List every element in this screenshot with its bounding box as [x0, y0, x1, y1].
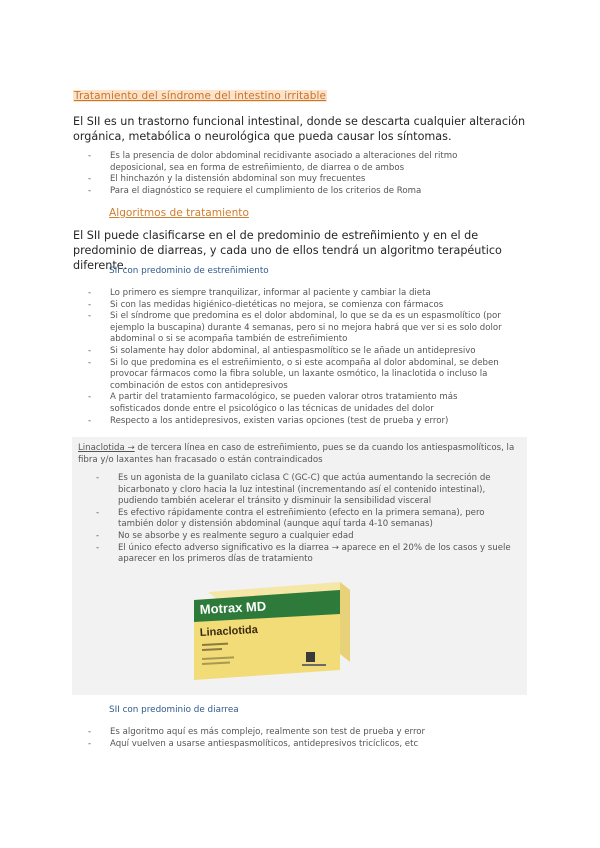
list-item: - Aquí vuelven a usarse antiespasmolíticos, antidepresivos tricíclicos, etc: [88, 739, 508, 751]
intro-paragraph: El SII es un trastorno funcional intestinal, donde se descarta cualquier alteración orgánica, metabólica o neurológica que pueda causar los síntomas.: [73, 115, 526, 143]
section-title: Tratamiento del síndrome del intestino irritable: [74, 90, 327, 102]
diarrhea-bullet-list: [88, 727, 508, 750]
linaclotide-bullet-list: [96, 473, 514, 566]
medicine-box-image: [190, 580, 358, 685]
linaclotide-intro: [78, 443, 518, 466]
linaclotide-name: Linaclotida →: [78, 443, 135, 453]
list-item: - Lo primero es siempre tranquilizar, informar al paciente y cambiar la dieta: [88, 288, 508, 300]
list-item: - Para el diagnóstico se requiere el cumplimiento de los criterios de Roma: [88, 186, 508, 198]
diarrhea-heading: SII con predominio de diarrea: [109, 705, 239, 715]
list-item: - Es algoritmo aquí es más complejo, realmente son test de prueba y error: [88, 727, 508, 739]
algorithms-heading: Algoritmos de tratamiento: [109, 207, 249, 219]
list-item: - No se absorbe y es realmente seguro a cualquier edad: [96, 531, 514, 543]
list-item: - Es la presencia de dolor abdominal recidivante asociado a alteraciones del ritmo deposicional, sea en forma de estreñimiento, de diarrea o de ambos: [88, 151, 508, 174]
list-item: - El hinchazón y la distensión abdominal son muy frecuentes: [88, 174, 508, 186]
list-item: - Si el síndrome que predomina es el dolor abdominal, lo que se da es un espasmolítico (por ejemplo la buscapina) durante 4 semanas, pero si no mejora habrá que ver si es solo dolor abdominal o si se acompaña también de estreñimiento: [88, 311, 508, 346]
list-item: - Si con las medidas higiénico-dietéticas no mejora, se comienza con fármacos: [88, 300, 508, 312]
constipation-bullet-list: [88, 288, 508, 427]
list-item: - A partir del tratamiento farmacológico, se pueden valorar otros tratamiento más sofisticados donde entre el psicológico o las técnicas de unidades del dolor: [88, 392, 508, 415]
list-item: - Si lo que predomina es el estreñimiento, o si este acompaña al dolor abdominal, se deben provocar fármacos como la fibra soluble, un laxante osmótico, la linaclotida o incluso la combinación de estos con antidepresivos: [88, 358, 508, 393]
linaclotide-intro-text: de tercera línea en caso de estreñimiento, pues se da cuando los antiespasmolíticos, la fibra y/o laxantes han fracasado o están contraindicados: [78, 443, 515, 465]
constipation-heading: SII con predominio de estreñimiento: [109, 266, 269, 276]
box-brand-label: Motrax MD: [199, 598, 267, 617]
list-item: - Si solamente hay dolor abdominal, al antiespasmolítico se le añade un antidepresivo: [88, 346, 508, 358]
intro-bullet-list: [88, 151, 508, 197]
algorithms-paragraph: El SII puede clasificarse en el de predominio de estreñimiento y en el de predominio de diarreas, y cada uno de ellos tendrá un algoritmo terapéutico diferente.: [73, 229, 502, 272]
list-item: - El único efecto adverso significativo es la diarrea → aparece en el 20% de los casos y suele aparecer en los primeros días de tratamiento: [96, 543, 514, 566]
list-item: - Es efectivo rápidamente contra el estreñimiento (efecto en la primera semana), pero también dolor y distensión abdominal (aunque aquí tarda 4-10 semanas): [96, 508, 514, 531]
list-item: - Es un agonista de la guanilato ciclasa C (GC-C) que actúa aumentando la secreción de bicarbonato y cloro hacia la luz intestinal (incrementando así el contenido intestinal), pudiendo también acelerar el tránsito y disminuir la sensibilidad visceral: [96, 473, 514, 508]
list-item: - Respecto a los antidepresivos, existen varias opciones (test de prueba y error): [88, 416, 508, 428]
box-drug-label: Linaclotida: [199, 623, 259, 639]
